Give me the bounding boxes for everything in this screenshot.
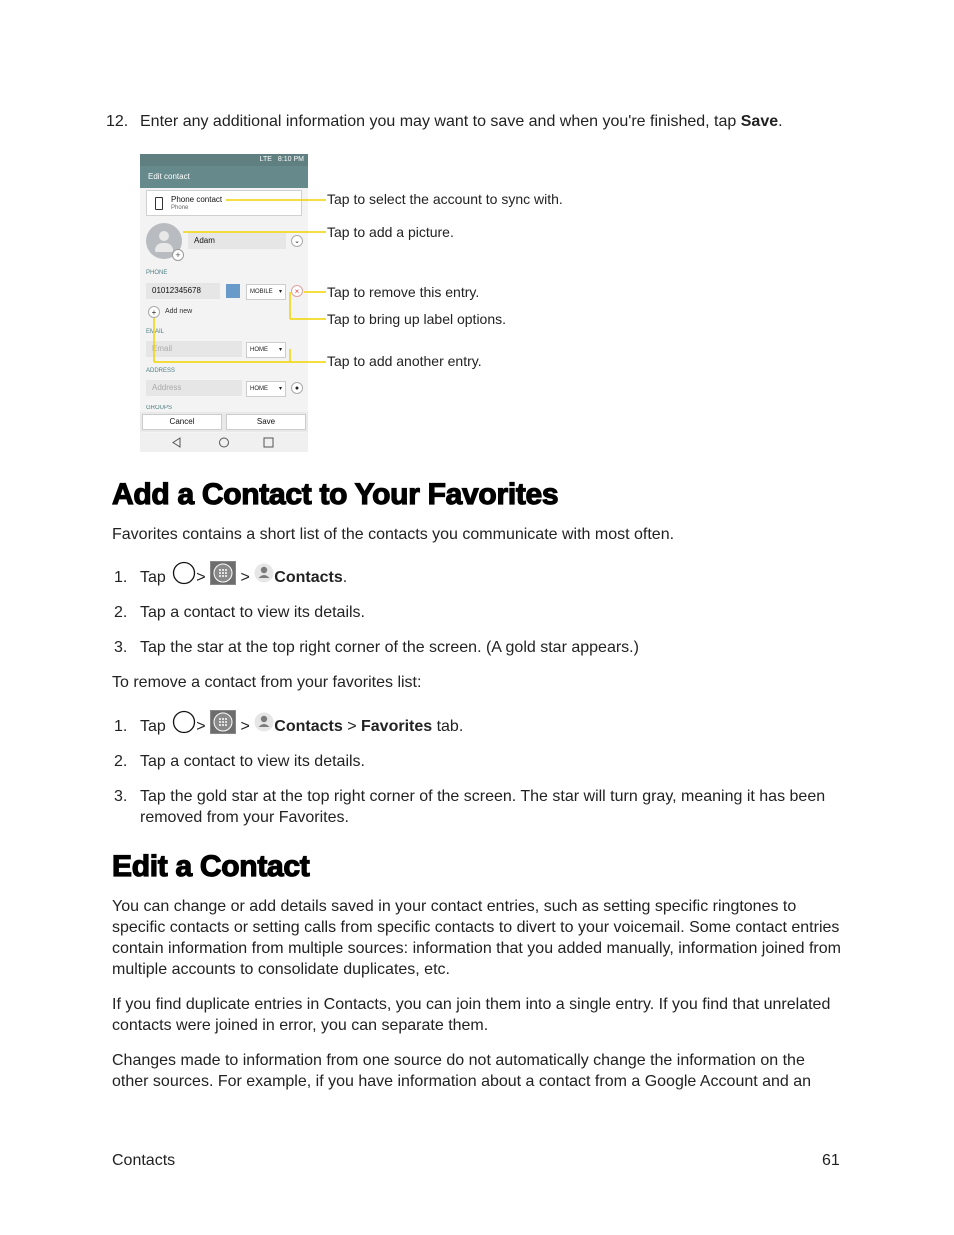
name-field[interactable]: Adam [188, 233, 286, 249]
phone-number-field[interactable]: 01012345678 [146, 283, 220, 299]
account-type: Phone [171, 205, 189, 211]
address-type-select[interactable]: HOME ▾ [246, 381, 286, 397]
footer-section: Contacts [112, 1152, 176, 1169]
button-bar [140, 412, 308, 432]
chevron-down-icon[interactable]: ⌄ [291, 235, 303, 247]
remove-step-3: Tap the gold star at the top right corner of the screen. The star will turn gray, meaning it has been removed from your Favorites. [140, 788, 826, 826]
contacts-keyword: Contacts [274, 569, 343, 586]
page-number: 61 [822, 1152, 840, 1169]
account-name: Phone contact [171, 195, 223, 204]
callout-another: Tap to add another entry. [327, 353, 482, 369]
gt-symbol: > [240, 718, 250, 735]
home-circle-icon [172, 710, 196, 734]
favorites-keyword: Favorites [361, 718, 433, 735]
save-button[interactable]: Save [226, 414, 306, 430]
tap-word: Tap [140, 569, 166, 586]
edit-paragraph-1: You can change or add details saved in your contact entries, such as setting specific ringtones to specific contacts or setting calls from specific contacts to divert to your voicemail. Some contact entries contain information from multiple sources: information that you added manually, information joined from multiple accounts to consolidate duplicates, etc. [112, 898, 841, 978]
callout-label: Tap to bring up label options. [327, 311, 507, 327]
gt-symbol: > [196, 569, 206, 586]
step-number: 3. [114, 788, 128, 805]
favorites-step-1 [140, 563, 347, 593]
add-picture-icon: + [172, 249, 184, 261]
favorites-step-3: Tap the star at the top right corner of the screen. (A gold star appears.) [140, 639, 639, 656]
gt-symbol: > [196, 718, 206, 735]
apps-icon [210, 710, 236, 734]
nav-icons [140, 433, 308, 452]
step-12-end: . [778, 113, 783, 130]
location-pin-icon[interactable]: ● [291, 382, 303, 394]
contacts-icon [254, 562, 274, 584]
remove-intro: To remove a contact from your favorites list: [112, 674, 422, 691]
recents-icon[interactable] [264, 438, 273, 447]
edit-contact-title: Edit contact [140, 166, 308, 188]
cancel-button[interactable]: Cancel [142, 414, 222, 430]
callout-picture: Tap to add a picture. [327, 224, 454, 240]
callout-remove: Tap to remove this entry. [327, 284, 480, 300]
step-12-body: Enter any additional information you may want to save and when you're finished, tap [140, 113, 741, 130]
remove-step-1 [140, 712, 463, 742]
status-icons: LTE [259, 156, 272, 163]
step-number: 12. [106, 113, 129, 130]
add-new-label[interactable]: Add new [165, 308, 193, 315]
step-number: 1. [114, 718, 128, 735]
apps-icon [210, 561, 236, 585]
tab-word: tab. [432, 718, 464, 735]
back-icon[interactable] [173, 438, 180, 447]
address-field[interactable]: Address [146, 380, 242, 396]
step-number: 2. [114, 604, 128, 621]
favorites-intro: Favorites contains a short list of the contacts you communicate with most often. [112, 526, 675, 543]
step-number: 2. [114, 753, 128, 770]
callout-lines [140, 154, 330, 384]
email-field[interactable]: Email [146, 341, 242, 357]
status-time: 8:10 PM [277, 156, 304, 163]
home-icon[interactable] [220, 438, 229, 447]
edit-paragraph-3: Changes made to information from one source do not automatically change the information on the other sources. For example, if you have information about a contact from a Google Account and an [112, 1052, 812, 1090]
section-heading-edit: Edit a Contact [112, 850, 310, 883]
address-section-label: ADDRESS [146, 368, 176, 374]
edit-paragraph-2: If you find duplicate entries in Contacts, you can join them into a single entry. If you find that unrelated contacts were joined in error, you can separate them. [112, 996, 831, 1034]
navigation-bar [140, 433, 308, 452]
favorites-step-2: Tap a contact to view its details. [140, 604, 365, 621]
callout-sync: Tap to select the account to sync with. [327, 191, 563, 207]
gt-symbol: > [240, 569, 250, 586]
phone-type-select[interactable]: MOBILE ▾ [246, 284, 286, 300]
step-number: 3. [114, 639, 128, 656]
contacts-keyword: Contacts [274, 718, 343, 735]
groups-section-label: GROUPS [146, 405, 173, 411]
section-heading-favorites: Add a Contact to Your Favorites [112, 478, 559, 511]
remove-step-2: Tap a contact to view its details. [140, 753, 365, 770]
email-section-label: EMAIL [146, 329, 165, 335]
step-12-text [140, 111, 860, 132]
add-icon[interactable]: + [148, 306, 160, 318]
save-keyword: Save [740, 113, 779, 130]
step-number: 1. [114, 569, 128, 586]
tap-word: Tap [140, 718, 166, 735]
remove-entry-icon[interactable]: × [291, 285, 303, 297]
step-end: . [342, 569, 348, 586]
contacts-icon [254, 711, 274, 733]
gt-symbol: > [347, 718, 357, 735]
phone-section-label: PHONE [146, 270, 168, 276]
home-circle-icon [172, 561, 196, 585]
email-type-select[interactable]: HOME ▾ [246, 342, 286, 358]
